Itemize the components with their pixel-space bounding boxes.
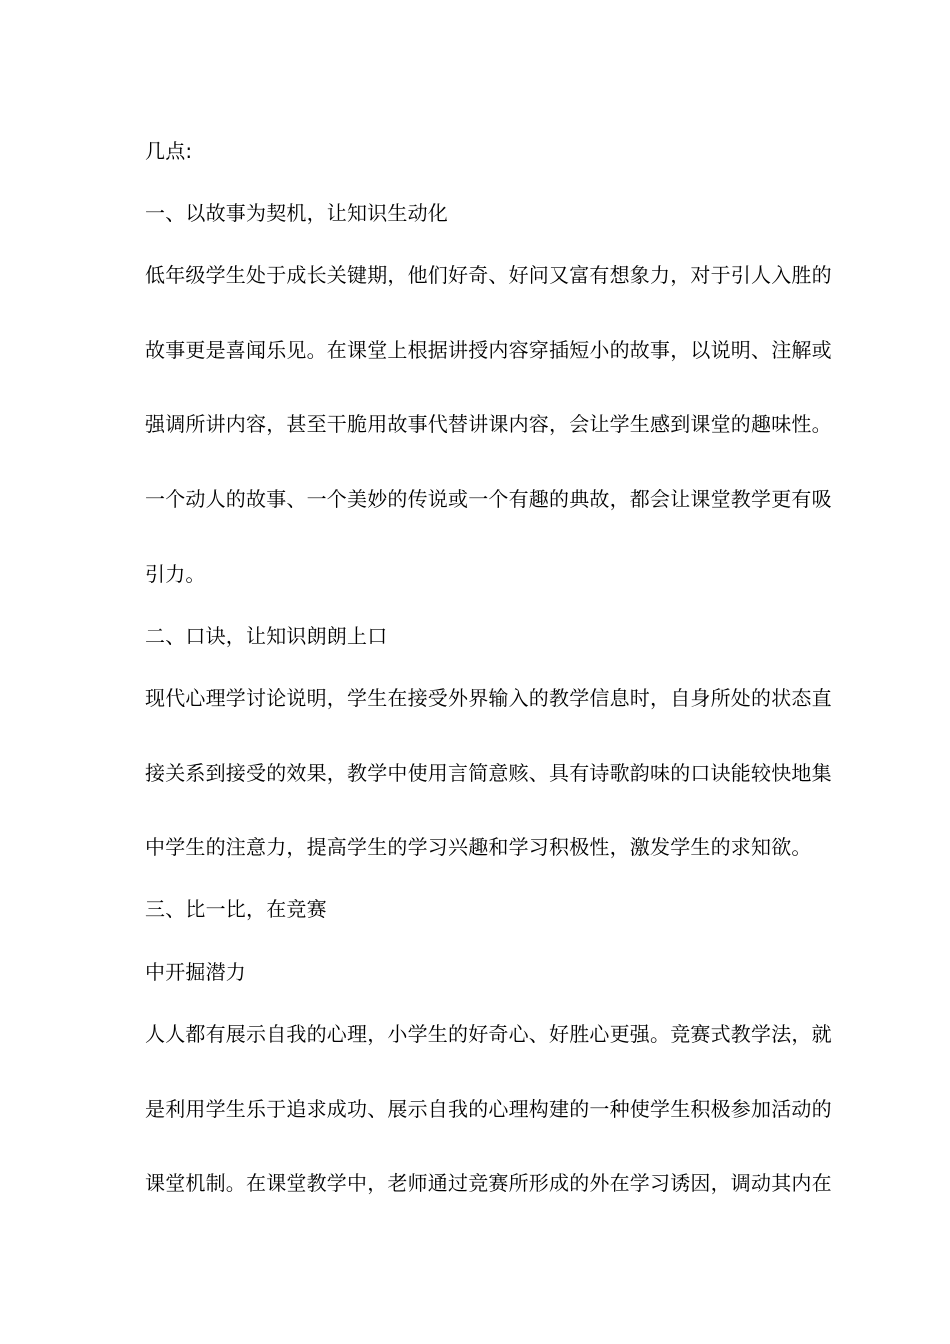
- text-line: 一个动人的故事、一个美妙的传说或一个有趣的典故，都会让课堂教学更有吸: [145, 487, 832, 511]
- text-line: 人人都有展示自我的心理，小学生的好奇心、好胜心更强。竞赛式教学法，就: [145, 1022, 832, 1046]
- text-line: 现代心理学讨论说明，学生在接受外界输入的教学信息时，自身所处的状态直: [145, 686, 832, 710]
- section-heading: 三、比一比，在竞赛: [145, 897, 327, 921]
- text-line: 是利用学生乐于追求成功、展示自我的心理构建的一种使学生积极参加活动的: [145, 1097, 832, 1121]
- section-heading: 二、口诀，让知识朗朗上口: [145, 624, 388, 648]
- text-line: 引力。: [145, 562, 206, 586]
- text-line: 故事更是喜闻乐见。在课堂上根据讲授内容穿插短小的故事，以说明、注解或: [145, 338, 832, 362]
- text-line: 课堂机制。在课堂教学中，老师通过竞赛所形成的外在学习诱因，调动其内在: [145, 1171, 832, 1195]
- section-heading: 一、以故事为契机，让知识生动化: [145, 201, 448, 225]
- text-line: 强调所讲内容，甚至干脆用故事代替讲课内容，会让学生感到课堂的趣味性。: [145, 412, 832, 436]
- text-line: 中学生的注意力，提高学生的学习兴趣和学习积极性，激发学生的求知欲。: [145, 835, 812, 859]
- text-line: 低年级学生处于成长关键期，他们好奇、好问又富有想象力，对于引人入胜的: [145, 263, 832, 287]
- text-line: 接关系到接受的效果，教学中使用言简意赅、具有诗歌韵味的口诀能较快地集: [145, 761, 832, 785]
- text-line: 几点:: [145, 139, 193, 163]
- section-heading-continued: 中开掘潜力: [145, 960, 246, 984]
